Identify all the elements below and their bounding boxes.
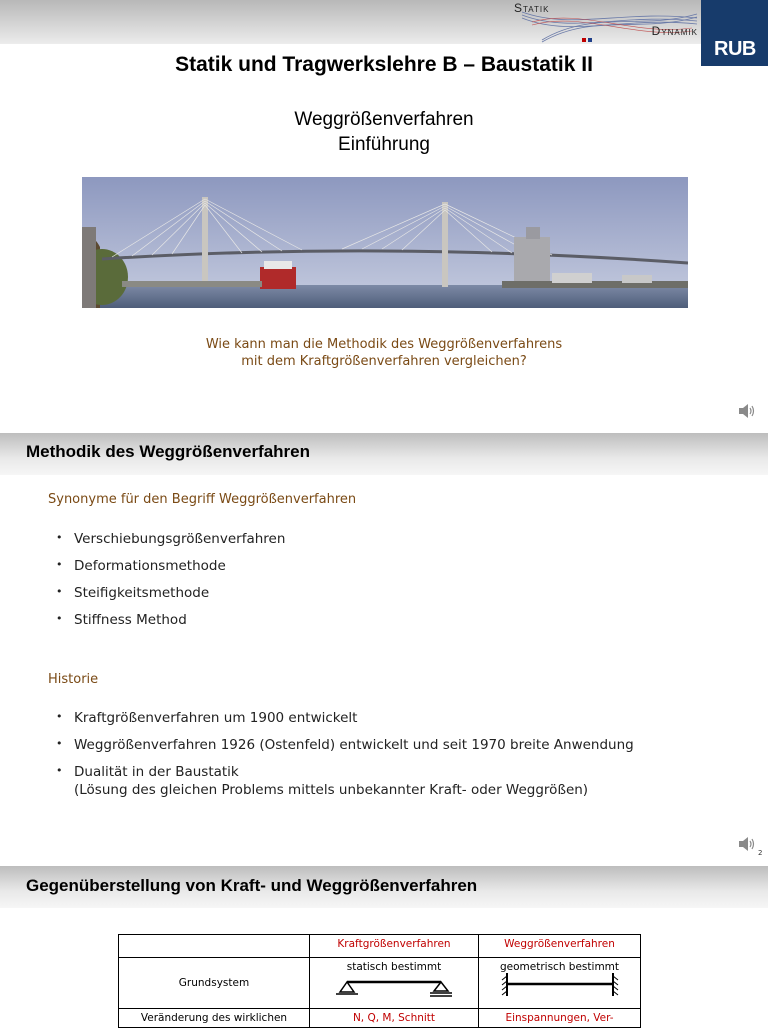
speaker-icon[interactable]: [738, 836, 756, 852]
slide-1: [0, 0, 768, 432]
list-item: • Steifigkeitsmethode: [56, 585, 285, 612]
table-cell: N, Q, M, Schnitt: [310, 1009, 479, 1028]
simply-supported-beam-icon: [329, 973, 459, 997]
history-title: Historie: [48, 672, 99, 687]
list-item: • Stiffness Method: [56, 612, 285, 639]
table-cell-text: geometrisch bestimmt: [499, 961, 620, 973]
list-item: • Verschiebungsgrößenverfahren: [56, 531, 285, 558]
slide-heading: Methodik des Weggrößenverfahren: [26, 442, 311, 461]
list-item: • Weggrößenverfahren 1926 (Ostenfeld) entwickelt und seit 1970 breite Anwendung: [56, 737, 634, 764]
comparison-table: [118, 934, 641, 1028]
slide-number: 2: [758, 849, 763, 857]
bridge-photo: [82, 177, 688, 308]
synonyms-title: Synonyme für den Begriff Weggrößenverfahren: [48, 492, 357, 507]
course-title: Statik und Tragwerkslehre B – Baustatik II: [175, 53, 593, 76]
cable-stayed-bridge-icon: [82, 177, 688, 308]
slide-2: [0, 433, 768, 865]
rub-logo-text: RUB: [714, 38, 756, 60]
table-row: [119, 958, 641, 1009]
lecture-title: Weggrößenverfahren: [294, 109, 474, 130]
question-line-2: mit dem Kraftgrößenverfahren vergleichen?: [241, 354, 527, 369]
table-cell-label: Veränderung des wirklichen: [119, 1009, 310, 1028]
list-item: • Kraftgrößenverfahren um 1900 entwickelt: [56, 710, 634, 737]
table-row: [119, 1009, 641, 1028]
logo-text-statik: Statik: [514, 1, 550, 15]
fixed-fixed-beam-icon: [495, 973, 625, 997]
history-list: [56, 710, 634, 781]
history-note: (Lösung des gleichen Problems mittels unbekannter Kraft- oder Weggrößen): [74, 782, 589, 798]
table-cell-empty: [119, 935, 310, 958]
table-cell: [479, 958, 641, 1009]
list-item: • Deformationsmethode: [56, 558, 285, 585]
table-cell-text: statisch bestimmt: [346, 961, 442, 973]
logo-text-dynamik: Dynamik: [651, 24, 698, 38]
table-header-kraft: Kraftgrößenverfahren: [310, 935, 479, 958]
table-cell: [310, 958, 479, 1009]
slide-heading: Gegenüberstellung von Kraft- und Weggrößenverfahren: [26, 876, 478, 895]
list-item: • Dualität in der Baustatik: [56, 764, 634, 781]
speaker-icon[interactable]: [738, 403, 756, 419]
table-cell: Einspannungen, Ver-: [479, 1009, 641, 1028]
statik-dynamik-logo: [512, 0, 700, 44]
table-cell-label: Grundsystem: [119, 958, 310, 1009]
table-row: [119, 935, 641, 958]
synonyms-list: [56, 531, 285, 639]
question-line-1: Wie kann man die Methodik des Weggrößenverfahrens: [205, 337, 563, 352]
lecture-subtitle: Einführung: [338, 134, 430, 155]
table-header-weg: Weggrößenverfahren: [479, 935, 641, 958]
